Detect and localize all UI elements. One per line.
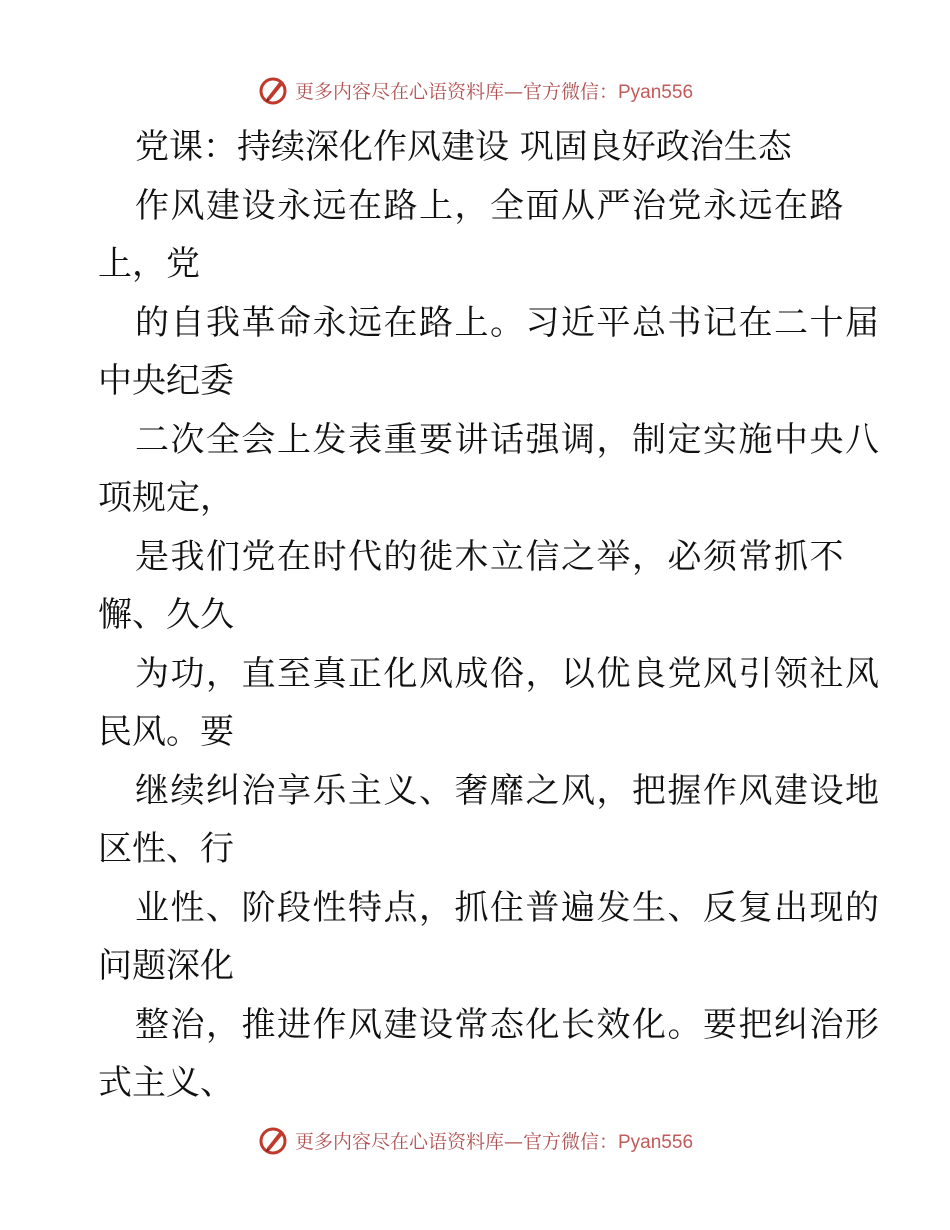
text-line-4: 中央纪委 xyxy=(98,361,234,401)
text-line-8: 懈、久久 xyxy=(98,595,234,635)
text-line-13: 业性、阶段性特点，抓住普遍发生、反复出现的 xyxy=(135,887,881,928)
text-line-16: 式主义、 xyxy=(98,1063,234,1103)
text-line-1: 作风建设永远在路上，全面从严治党永远在路 xyxy=(135,185,845,226)
header-banner-text: 更多内容尽在心语资料库—官方微信：Pyan556 xyxy=(294,80,694,103)
text-line-2: 上，党 xyxy=(98,244,200,284)
text-line-9: 为功，直至真正化风成俗，以优良党风引领社风 xyxy=(135,653,881,694)
text-line-10: 民风。要 xyxy=(98,712,234,752)
footer-banner-account: Pyan556 xyxy=(618,1131,694,1153)
header-banner xyxy=(0,70,950,110)
text-line-12: 区性、行 xyxy=(98,829,234,869)
text-line-6: 项规定， xyxy=(98,478,234,518)
text-line-5: 二次全会上发表重要讲话强调，制定实施中央八 xyxy=(135,419,881,460)
text-line-15: 整治，推进作风建设常态化长效化。要把纠治形 xyxy=(135,1004,881,1045)
document-body xyxy=(98,118,881,1113)
pen-logo-icon xyxy=(257,74,289,106)
footer-banner-text: 更多内容尽在心语资料库—官方微信：Pyan556 xyxy=(294,1130,694,1153)
pen-logo-icon xyxy=(257,1124,289,1156)
text-line-3: 的自我革命永远在路上。习近平总书记在二十届 xyxy=(135,302,881,343)
document-title: 党课：持续深化作风建设 巩固良好政治生态 xyxy=(135,127,792,167)
footer-banner xyxy=(0,1120,950,1160)
header-banner-account: Pyan556 xyxy=(618,81,694,103)
text-line-11: 继续纠治享乐主义、奢靡之风，把握作风建设地 xyxy=(135,770,881,811)
text-line-14: 问题深化 xyxy=(98,946,234,986)
text-line-7: 是我们党在时代的徙木立信之举，必须常抓不 xyxy=(135,536,845,577)
